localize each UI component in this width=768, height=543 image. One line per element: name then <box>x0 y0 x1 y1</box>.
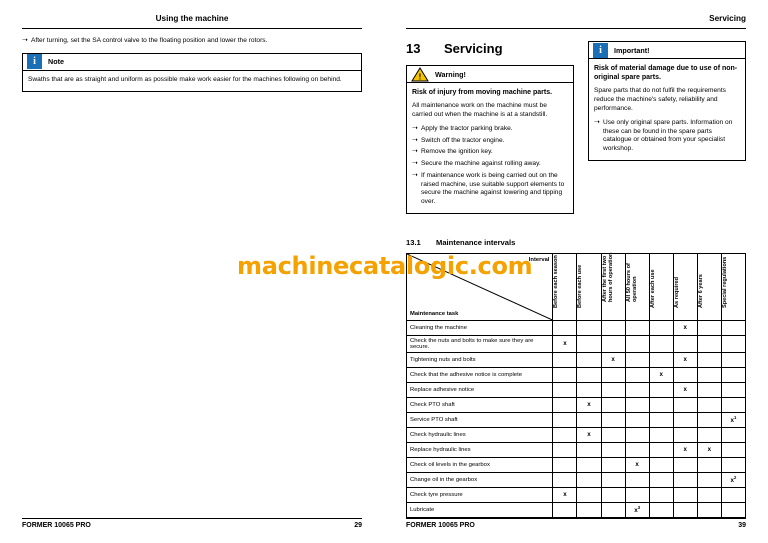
maintenance-task-cell: Tightening nuts and bolts <box>407 352 553 367</box>
right-header-title: Servicing <box>709 14 746 23</box>
interval-mark-cell <box>553 397 577 412</box>
interval-mark-cell <box>721 320 745 335</box>
table-row <box>407 352 746 367</box>
interval-mark-cell <box>649 457 673 472</box>
table-row <box>407 397 746 412</box>
warning-triangle-icon <box>411 67 429 82</box>
list-item <box>412 148 568 157</box>
interval-mark-cell <box>649 502 673 517</box>
warning-box <box>406 65 574 214</box>
table-body <box>407 320 746 517</box>
interval-mark-cell <box>601 457 625 472</box>
interval-mark-cell <box>601 427 625 442</box>
interval-mark-cell <box>577 442 601 457</box>
table-header-row <box>407 253 746 320</box>
interval-mark-cell <box>553 367 577 382</box>
arrow-bullet-icon: ➝ <box>412 171 418 179</box>
interval-mark-cell <box>553 457 577 472</box>
interval-mark-cell: x <box>673 442 697 457</box>
column-header-after-first-two-hours <box>601 253 625 320</box>
interval-mark-cell: $x^1$ <box>721 412 745 427</box>
interval-mark-cell <box>697 352 721 367</box>
interval-mark-cell <box>553 382 577 397</box>
maintenance-task-cell: Service PTO shaft <box>407 412 553 427</box>
interval-mark-cell <box>577 367 601 382</box>
interval-mark-cell <box>553 472 577 487</box>
maintenance-task-cell: Check tyre pressure <box>407 487 553 502</box>
interval-mark-cell <box>697 472 721 487</box>
arrow-bullet-icon: ➝ <box>594 118 600 126</box>
column-header-text: Before each use <box>577 265 584 309</box>
left-page-header <box>22 14 362 29</box>
column-header-before-each-season <box>553 253 577 320</box>
list-item <box>412 125 568 134</box>
interval-mark-cell <box>673 487 697 502</box>
list-item <box>412 160 568 169</box>
interval-mark-cell: x <box>601 352 625 367</box>
interval-mark-cell <box>625 335 649 352</box>
table-corner-cell <box>407 253 553 320</box>
right-page-header <box>406 14 746 29</box>
interval-mark-cell <box>601 382 625 397</box>
column-header-after-6-years <box>697 253 721 320</box>
interval-mark-cell <box>697 487 721 502</box>
maintenance-task-cell: Change oil in the gearbox <box>407 472 553 487</box>
warning-box-body <box>407 83 573 213</box>
arrow-bullet-icon: ➝ <box>412 148 418 156</box>
interval-mark-cell <box>625 352 649 367</box>
column-header-text: All 50 hours of operation <box>625 263 638 303</box>
interval-mark-cell: x <box>553 487 577 502</box>
interval-mark-cell <box>601 442 625 457</box>
interval-mark-cell <box>577 335 601 352</box>
interval-mark-cell: x <box>625 457 649 472</box>
interval-mark-cell <box>625 442 649 457</box>
interval-mark-cell <box>625 487 649 502</box>
interval-mark-cell: $x^2$ <box>721 472 745 487</box>
column-header-text: After the first two hours of operation <box>601 252 614 303</box>
maintenance-task-label: Maintenance task <box>410 310 459 317</box>
info-icon: i <box>593 43 608 58</box>
interval-mark-cell <box>553 412 577 427</box>
interval-mark-cell <box>697 502 721 517</box>
interval-mark-cell: x <box>697 442 721 457</box>
column-header-special-regulations <box>721 253 745 320</box>
chapter-title: Servicing <box>444 41 503 56</box>
interval-mark-cell <box>649 427 673 442</box>
interval-mark-cell <box>697 382 721 397</box>
interval-mark-cell: x <box>577 427 601 442</box>
list-item-text: Remove the ignition key. <box>421 148 493 156</box>
interval-mark-cell <box>649 352 673 367</box>
interval-mark-cell <box>577 412 601 427</box>
interval-mark-cell <box>649 335 673 352</box>
interval-mark-cell <box>697 320 721 335</box>
interval-mark-cell <box>673 472 697 487</box>
column-header-after-each-use <box>649 253 673 320</box>
list-item <box>22 37 362 46</box>
interval-mark-cell <box>673 367 697 382</box>
maintenance-task-cell: Check oil levels in the gearbox <box>407 457 553 472</box>
warning-intro-text: All maintenance work on the machine must be carried out when the machine is at a standstill. <box>412 102 548 118</box>
note-box-header <box>23 54 361 71</box>
interval-mark-cell <box>721 335 745 352</box>
interval-mark-cell <box>697 397 721 412</box>
note-box-label: Note <box>48 57 64 67</box>
maintenance-intervals-table <box>406 253 746 518</box>
important-box-body <box>589 59 745 160</box>
note-box <box>22 53 362 92</box>
column-header-text: After 6 years <box>697 274 704 309</box>
list-item-text: Use only original spare parts. Information on these can be found in the spare parts catalogue or obtained from your specialist workshop. <box>603 118 733 152</box>
table-row <box>407 472 746 487</box>
interval-mark-cell <box>721 427 745 442</box>
maintenance-task-cell: Lubricate <box>407 502 553 517</box>
table-row <box>407 487 746 502</box>
important-risk-title: Risk of material damage due to use of non-original spare parts. <box>594 65 738 82</box>
interval-mark-cell <box>697 457 721 472</box>
interval-mark-cell <box>697 367 721 382</box>
arrow-bullet-icon: ➝ <box>412 160 418 168</box>
table-row <box>407 335 746 352</box>
table-row <box>407 457 746 472</box>
left-header-title: Using the machine <box>155 14 229 23</box>
interval-mark-cell <box>721 442 745 457</box>
interval-mark-cell <box>721 367 745 382</box>
section-number: 13.1 <box>406 237 421 247</box>
interval-mark-cell <box>601 412 625 427</box>
interval-mark-cell: $x^3$ <box>625 502 649 517</box>
maintenance-task-cell: Cleaning the machine <box>407 320 553 335</box>
interval-mark-cell <box>673 335 697 352</box>
column-header-all-50-hours <box>625 253 649 320</box>
left-footer-model: FORMER 10065 PRO <box>22 522 91 529</box>
interval-mark-cell <box>673 397 697 412</box>
interval-mark-cell: x <box>673 320 697 335</box>
interval-mark-cell <box>577 457 601 472</box>
table-row <box>407 412 746 427</box>
column-header-before-each-use <box>577 253 601 320</box>
column-header-text: Before each season <box>553 255 560 309</box>
maintenance-task-cell: Check that the adhesive notice is complete <box>407 367 553 382</box>
interval-mark-cell <box>721 502 745 517</box>
left-footer-page-number: 29 <box>354 522 362 529</box>
list-item <box>412 172 568 207</box>
svg-text:!: ! <box>418 72 422 81</box>
interval-mark-cell <box>673 412 697 427</box>
chapter-heading <box>406 41 574 56</box>
interval-mark-cell <box>601 397 625 412</box>
interval-mark-cell <box>577 352 601 367</box>
page-right <box>384 0 768 543</box>
chapter-number: 13 <box>406 41 421 56</box>
interval-mark-cell <box>601 472 625 487</box>
interval-mark-cell <box>553 320 577 335</box>
maintenance-task-cell: Replace adhesive notice <box>407 382 553 397</box>
interval-mark-cell <box>721 457 745 472</box>
interval-mark-cell <box>553 427 577 442</box>
interval-mark-cell <box>673 457 697 472</box>
interval-mark-cell <box>697 427 721 442</box>
interval-mark-cell: x <box>577 397 601 412</box>
important-box-label: Important! <box>614 45 650 55</box>
interval-mark-cell <box>625 472 649 487</box>
table-row <box>407 320 746 335</box>
interval-mark-cell <box>601 335 625 352</box>
interval-mark-cell <box>625 397 649 412</box>
interval-mark-cell <box>577 320 601 335</box>
interval-mark-cell <box>721 487 745 502</box>
note-box-text: Swaths that are as straight and uniform as possible make work easier for the machines following on behind. <box>28 75 342 83</box>
interval-mark-cell <box>697 412 721 427</box>
interval-mark-cell <box>721 352 745 367</box>
interval-mark-cell <box>649 397 673 412</box>
warning-risk-title: Risk of injury from moving machine parts. <box>412 89 553 96</box>
interval-mark-cell <box>577 502 601 517</box>
interval-mark-cell: x <box>673 352 697 367</box>
important-intro-text: Spare parts that do not fulfil the requirements reduce the machine's safety, reliability and performance. <box>594 87 726 112</box>
section-heading <box>406 238 746 247</box>
interval-mark-cell <box>697 335 721 352</box>
interval-mark-cell <box>673 502 697 517</box>
interval-mark-cell <box>601 487 625 502</box>
table-row <box>407 382 746 397</box>
interval-mark-cell <box>577 472 601 487</box>
table-row <box>407 442 746 457</box>
right-footer-model: FORMER 10065 PRO <box>406 522 475 529</box>
warning-box-label: Warning! <box>435 69 466 79</box>
maintenance-task-cell: Check hydraulic lines <box>407 427 553 442</box>
interval-mark-cell <box>721 397 745 412</box>
column-header-text: Special regulations <box>721 257 728 309</box>
column-header-text: As required <box>673 277 680 309</box>
list-item-text: After turning, set the SA control valve to the floating position and lower the rotors. <box>31 37 268 44</box>
note-box-body <box>23 71 361 91</box>
interval-mark-cell <box>625 367 649 382</box>
arrow-bullet-icon: ➝ <box>22 37 28 44</box>
interval-mark-cell: x <box>673 382 697 397</box>
maintenance-task-cell: Check PTO shaft <box>407 397 553 412</box>
interval-mark-cell <box>721 382 745 397</box>
interval-mark-cell <box>625 382 649 397</box>
interval-mark-cell <box>553 502 577 517</box>
warning-box-header <box>407 66 573 83</box>
interval-mark-cell <box>649 487 673 502</box>
list-item-text: Apply the tractor parking brake. <box>421 124 513 132</box>
list-item <box>412 137 568 146</box>
maintenance-task-cell: Check the nuts and bolts to make sure they are secure. <box>407 335 553 352</box>
interval-mark-cell <box>625 412 649 427</box>
table-row <box>407 502 746 517</box>
list-item-text: Secure the machine against rolling away. <box>421 160 541 168</box>
interval-mark-cell <box>673 427 697 442</box>
list-item-text: If maintenance work is being carried out on the raised machine, use suitable support elements to secure the machine against lowering and tipping over. <box>421 171 565 205</box>
interval-mark-cell <box>649 412 673 427</box>
interval-mark-cell <box>625 427 649 442</box>
list-item-text: Switch off the tractor engine. <box>421 136 505 144</box>
interval-mark-cell <box>649 382 673 397</box>
watermark: machinecatalogic.com <box>237 252 533 280</box>
column-header-text: After each use <box>649 269 656 309</box>
interval-mark-cell: x <box>649 367 673 382</box>
interval-mark-cell <box>649 442 673 457</box>
right-page-footer <box>406 518 746 529</box>
important-box <box>588 41 746 161</box>
right-footer-page-number: 39 <box>738 522 746 529</box>
interval-mark-cell <box>649 472 673 487</box>
table-row <box>407 427 746 442</box>
interval-mark-cell <box>577 487 601 502</box>
interval-mark-cell <box>577 382 601 397</box>
section-title: Maintenance intervals <box>436 237 516 247</box>
column-header-as-required <box>673 253 697 320</box>
list-item <box>594 119 740 154</box>
interval-mark-cell <box>553 442 577 457</box>
maintenance-task-cell: Replace hydraulic lines <box>407 442 553 457</box>
important-box-header <box>589 42 745 59</box>
interval-mark-cell: x <box>553 335 577 352</box>
interval-mark-cell <box>601 367 625 382</box>
table-row <box>407 367 746 382</box>
interval-mark-cell <box>601 502 625 517</box>
interval-mark-cell <box>625 320 649 335</box>
interval-mark-cell <box>601 320 625 335</box>
arrow-bullet-icon: ➝ <box>412 136 418 144</box>
interval-mark-cell <box>553 352 577 367</box>
interval-mark-cell <box>649 320 673 335</box>
info-icon: i <box>27 54 42 69</box>
arrow-bullet-icon: ➝ <box>412 124 418 132</box>
left-page-footer <box>22 518 362 529</box>
interval-label: Interval <box>528 256 550 263</box>
